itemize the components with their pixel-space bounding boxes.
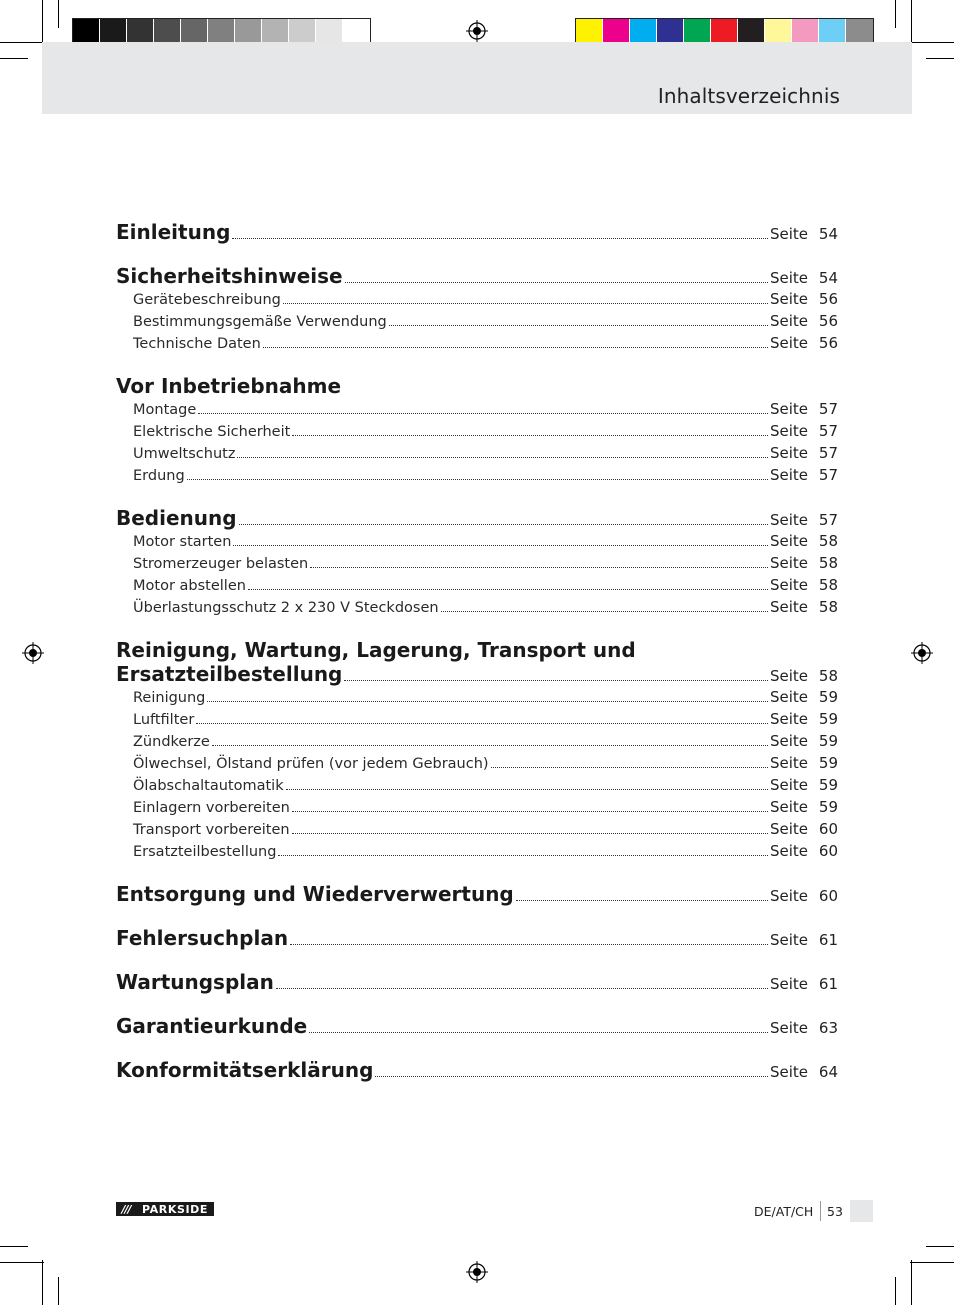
dot-leader (239, 524, 768, 525)
toc-entry-konformitaetserklaerung[interactable] (116, 1058, 838, 1084)
dot-leader (516, 900, 768, 901)
toc-subentry[interactable]: Gerätebeschreibung Seite 56 (133, 290, 838, 308)
toc-entry-einleitung[interactable] (116, 220, 838, 246)
registration-mark-icon (22, 642, 44, 664)
toc-subentry[interactable]: Transport vorbereiten Seite 60 (133, 820, 838, 838)
table-of-contents (116, 220, 838, 1084)
parkside-logo (116, 1202, 214, 1216)
page-number: 53 (827, 1204, 843, 1219)
toc-entry-bedienung[interactable] (116, 506, 838, 532)
crop-mark (58, 0, 59, 28)
toc-subentry[interactable]: Einlagern vorbereiten Seite 59 (133, 798, 838, 816)
toc-subentry[interactable]: Technische Daten Seite 56 (133, 334, 838, 352)
crop-mark (910, 1262, 954, 1263)
toc-entry-label: Einleitung (116, 220, 231, 244)
crop-mark (926, 1246, 954, 1247)
crop-mark (926, 58, 954, 59)
crop-mark (911, 0, 912, 44)
toc-page-ref: Seite 54 (769, 269, 838, 287)
toc-entry-ersatzteilbestellung[interactable] (116, 662, 838, 688)
logo-stripes-icon: /// (121, 1202, 131, 1216)
toc-page-ref: Seite 58 (769, 667, 838, 685)
crop-mark (42, 1260, 43, 1305)
dot-leader (375, 1076, 768, 1077)
registration-mark-icon (466, 20, 488, 42)
toc-page-ref: Seite 54 (769, 225, 838, 243)
toc-page-ref: Seite 64 (769, 1063, 838, 1081)
toc-heading-vor-inbetriebnahme[interactable]: Vor Inbetriebnahme (116, 374, 342, 398)
toc-entry-label: Entsorgung und Wiederverwertung (116, 882, 514, 906)
footer-tab-marker (850, 1200, 873, 1222)
toc-subentry[interactable]: Zündkerze Seite 59 (133, 732, 838, 750)
toc-entry-label: Konformitätserklärung (116, 1058, 374, 1082)
toc-entry-label: Garantieurkunde (116, 1014, 308, 1038)
toc-page-ref: Seite 63 (769, 1019, 838, 1037)
toc-subentry[interactable]: Umweltschutz Seite 57 (133, 444, 838, 462)
toc-entry-sicherheitshinweise[interactable] (116, 264, 838, 290)
crop-mark (42, 0, 43, 44)
toc-subentry[interactable]: Ölabschaltautomatik Seite 59 (133, 776, 838, 794)
crop-mark (0, 58, 28, 59)
toc-page-ref: Seite 61 (769, 975, 838, 993)
toc-subentry[interactable]: Überlastungsschutz 2 x 230 V Steckdosen Seite 58 (133, 598, 838, 616)
toc-subentry[interactable]: Erdung Seite 57 (133, 466, 838, 484)
crop-mark (910, 42, 954, 43)
toc-subentry[interactable]: Elektrische Sicherheit Seite 57 (133, 422, 838, 440)
toc-subentry[interactable]: Ölwechsel, Ölstand prüfen (vor jedem Gebrauch) Seite 59 (133, 754, 838, 772)
toc-entry-label: Fehlersuchplan (116, 926, 289, 950)
crop-mark (58, 1277, 59, 1305)
toc-page-ref: Seite 60 (769, 887, 838, 905)
crop-mark (895, 0, 896, 28)
toc-entry-fehlersuchplan[interactable] (116, 926, 838, 952)
registration-mark-icon (911, 642, 933, 664)
crop-mark (911, 1260, 912, 1305)
toc-page-ref: Seite 61 (769, 931, 838, 949)
language-code: DE/AT/CH (754, 1204, 814, 1219)
footer-divider (820, 1201, 821, 1221)
toc-heading-reinigung-line1[interactable]: Reinigung, Wartung, Lagerung, Transport und (116, 638, 636, 662)
toc-subentry[interactable]: Motor starten Seite 58 (133, 532, 838, 550)
toc-subentry[interactable]: Montage Seite 57 (133, 400, 838, 418)
toc-subentry[interactable]: Bestimmungsgemäße Verwendung Seite 56 (133, 312, 838, 330)
toc-entry-garantieurkunde[interactable] (116, 1014, 838, 1040)
toc-entry-label: Sicherheitshinweise (116, 264, 343, 288)
toc-entry-label: Ersatzteilbestellung (116, 662, 343, 686)
dot-leader (232, 238, 768, 239)
toc-subentry[interactable]: Stromerzeuger belasten Seite 58 (133, 554, 838, 572)
crop-mark (895, 1277, 896, 1305)
toc-entry-entsorgung[interactable] (116, 882, 838, 908)
crop-mark (0, 42, 44, 43)
registration-mark-icon (466, 1261, 488, 1283)
toc-subentry[interactable]: Reinigung Seite 59 (133, 688, 838, 706)
toc-entry-label: Bedienung (116, 506, 237, 530)
toc-page-ref: Seite 57 (769, 511, 838, 529)
dot-leader (290, 944, 768, 945)
dot-leader (276, 988, 768, 989)
dot-leader (309, 1032, 768, 1033)
dot-leader (344, 680, 768, 681)
dot-leader (345, 282, 768, 283)
toc-subentry[interactable]: Luftfilter Seite 59 (133, 710, 838, 728)
toc-subentry[interactable]: Ersatzteilbestellung Seite 60 (133, 842, 838, 860)
toc-entry-wartungsplan[interactable] (116, 970, 838, 996)
toc-subentry[interactable]: Motor abstellen Seite 58 (133, 576, 838, 594)
page-title: Inhaltsverzeichnis (657, 84, 840, 108)
crop-mark (0, 1246, 28, 1247)
toc-entry-label: Wartungsplan (116, 970, 274, 994)
crop-mark (0, 1262, 44, 1263)
brand-name: PARKSIDE (141, 1202, 209, 1216)
